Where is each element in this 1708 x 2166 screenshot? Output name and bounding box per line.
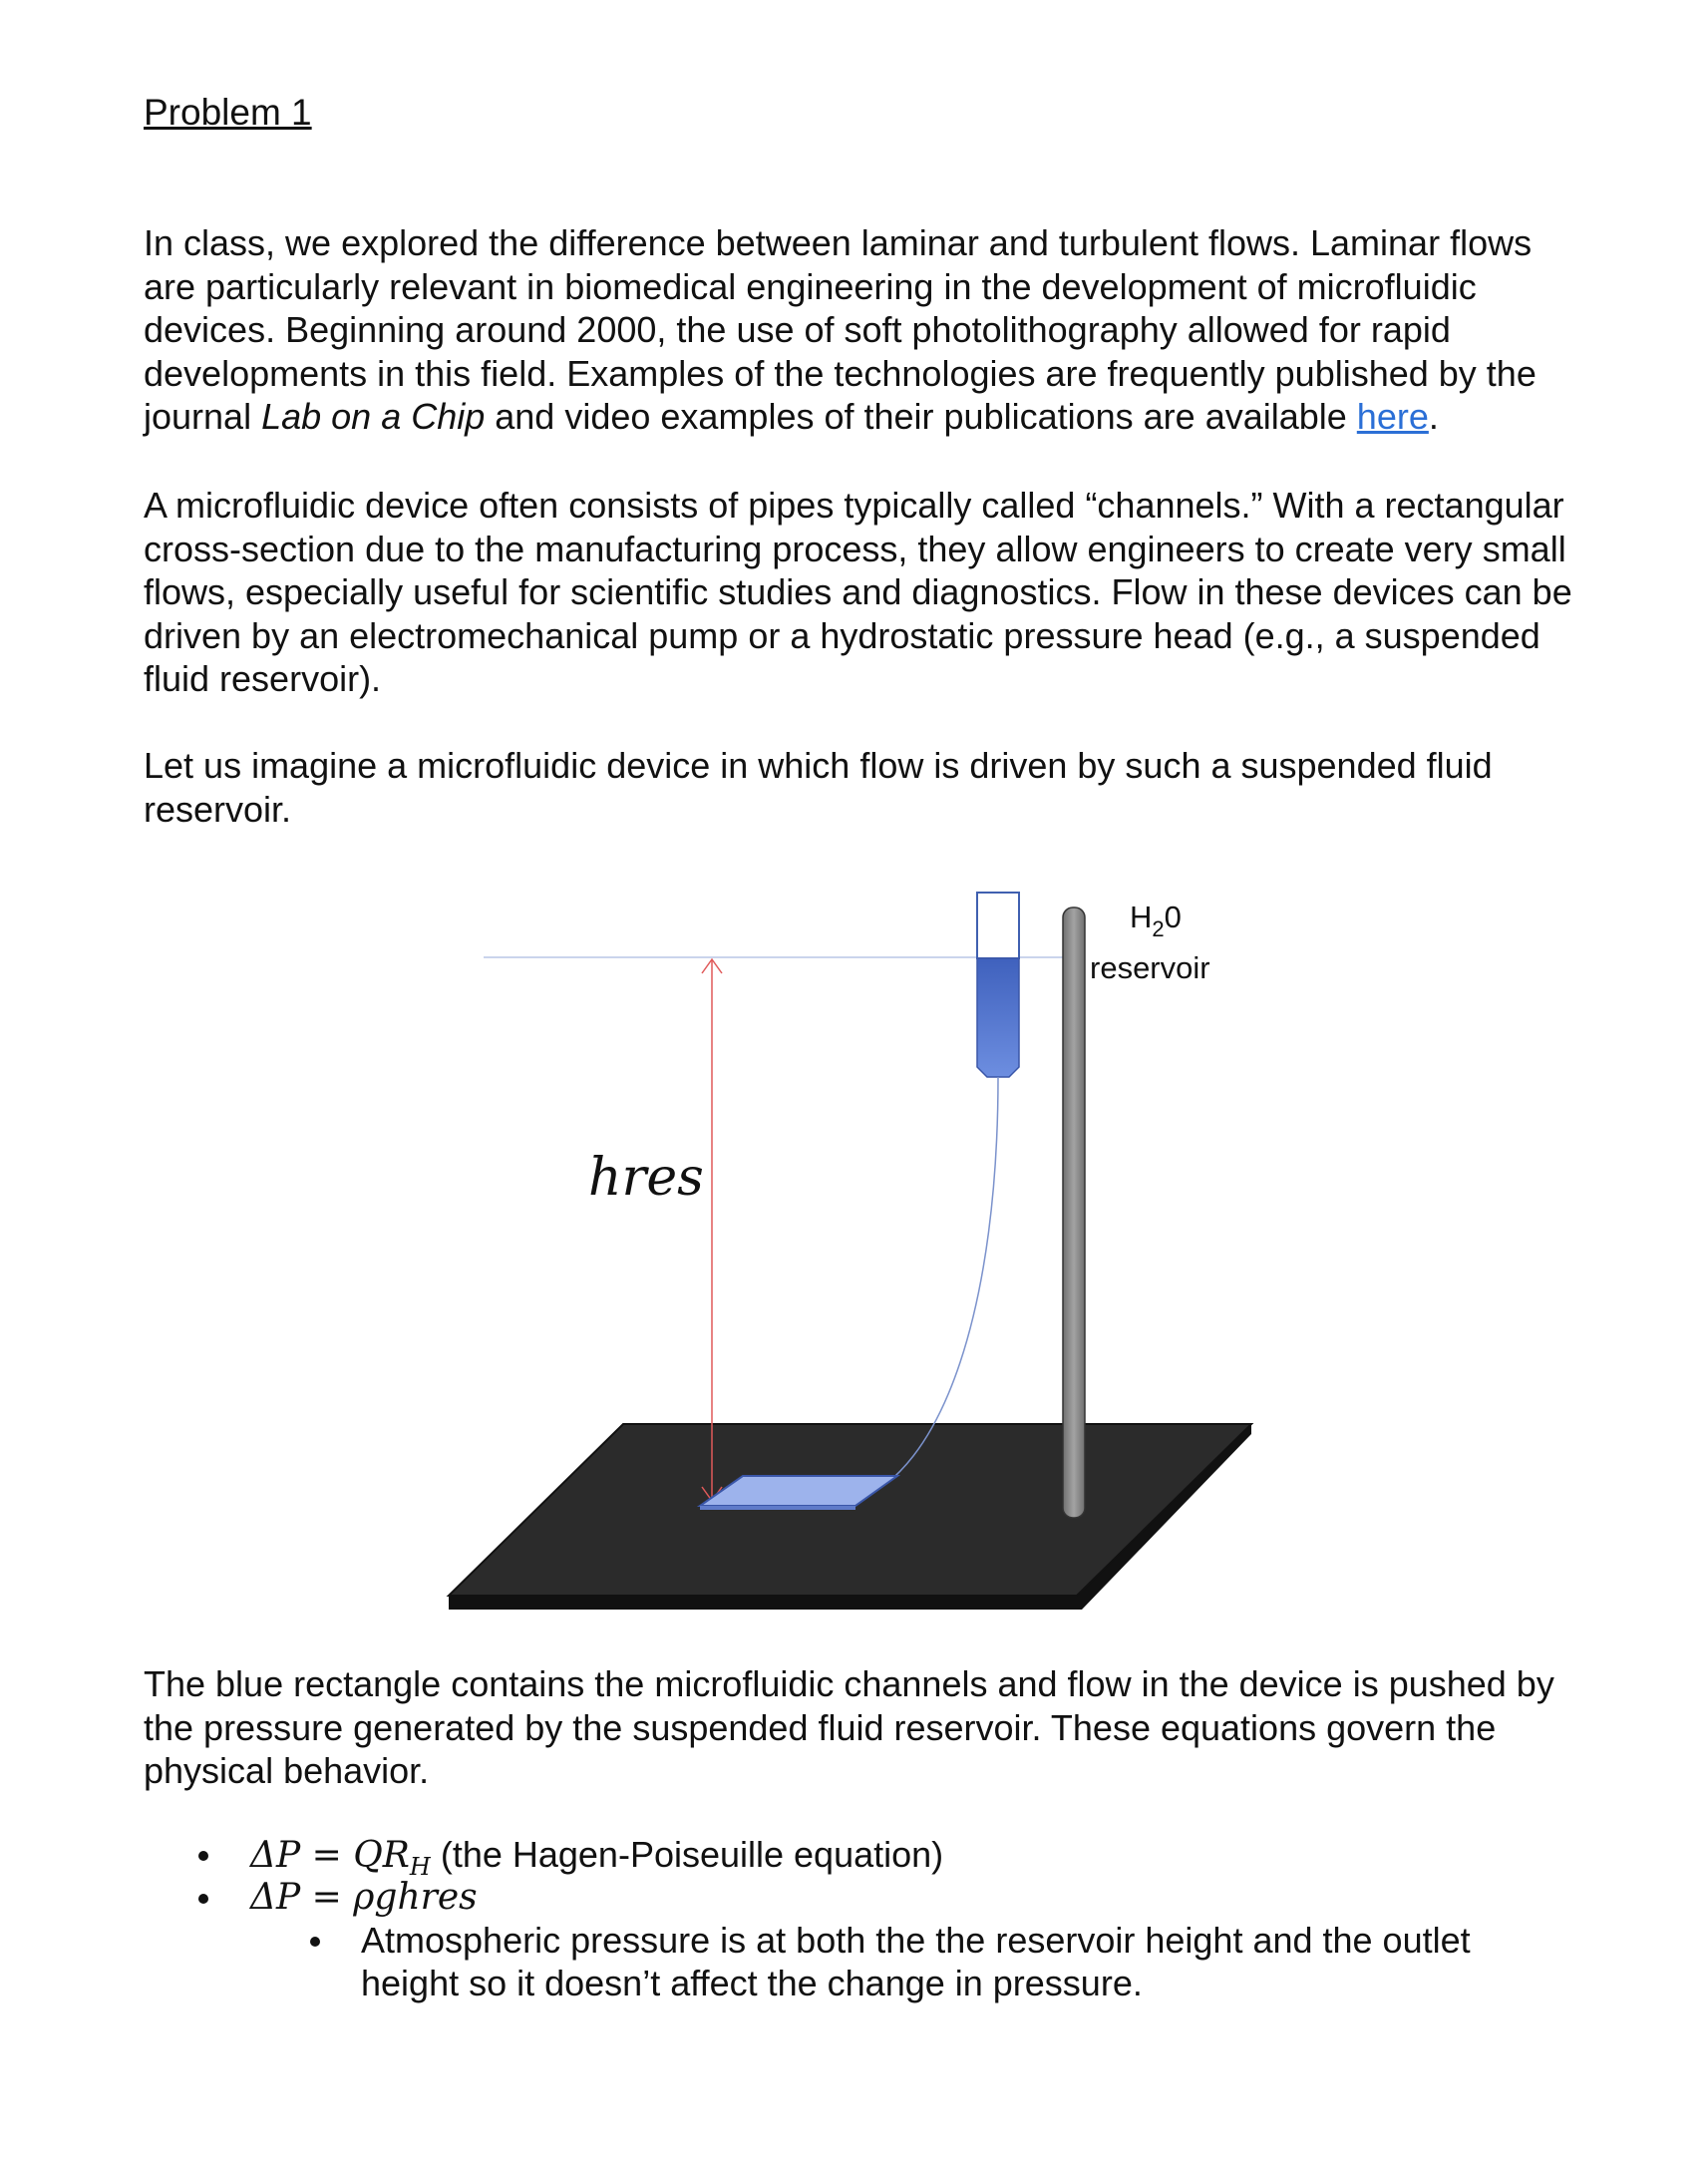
eq1-text: (the Hagen-Poiseuille equation) bbox=[430, 1834, 944, 1875]
reservoir-fluid bbox=[977, 958, 1019, 1077]
intro-text: In class, we explored the difference between laminar and turbulent flows. Laminar flows are particularly relevant in biomedical engineering in the development of microfluidic devices. Beginning around 2000, the use of soft photolithography allowed for rapid developments in this field. Examples of the technologies are frequently published by the journal bbox=[144, 222, 1537, 437]
sub-bullet-dot bbox=[310, 1937, 320, 1947]
reservoir-label: reservoir bbox=[1090, 950, 1210, 985]
water-label: $H_20$ bbox=[1130, 900, 1182, 941]
problem-title: Problem 1 bbox=[144, 92, 312, 133]
intro-paragraph bbox=[144, 221, 1579, 439]
eq1-math: ΔP = QR bbox=[250, 1835, 410, 1876]
description-paragraph: The blue rectangle contains the microfluidic channels and flow in the device is pushed by the pressure generated by the suspended fluid reservoir. These equations govern the physical behavior. bbox=[144, 1663, 1554, 1791]
eq1-sub: H bbox=[409, 1853, 431, 1882]
atmospheric-note-line2: height so it doesn’t affect the change in pressure. bbox=[361, 1963, 1143, 2003]
equation-hydrostatic: ΔP = ρghres bbox=[250, 1877, 478, 1918]
journal-name: Lab on a Chip bbox=[261, 396, 486, 437]
bullet-dot bbox=[198, 1894, 208, 1904]
bullet-dot bbox=[198, 1851, 208, 1861]
reservoir-diagram bbox=[439, 878, 1336, 1635]
h-res-label: hres bbox=[588, 1148, 704, 1208]
here-link[interactable]: here bbox=[1356, 396, 1429, 437]
channels-paragraph: A microfluidic device often consists of pipes typically called “channels.” With a rectangular cross-section due to the manufacturing process, they allow engineers to create very small flows, especially useful for scientific studies and diagnostics. Flow in these devices can be driven by an electromechanical pump or a hydrostatic pressure head (e.g., a suspended fluid reservoir). bbox=[144, 485, 1572, 699]
imagine-paragraph: Let us imagine a microfluidic device in which flow is driven by such a suspended fluid reservoir. bbox=[144, 745, 1493, 830]
intro-text-middle: and video examples of their publications are available bbox=[485, 396, 1357, 437]
atmospheric-note-line1: Atmospheric pressure is at both the the reservoir height and the outlet bbox=[361, 1920, 1471, 1961]
intro-end: . bbox=[1428, 396, 1439, 437]
stand-rod bbox=[1063, 907, 1085, 1518]
microfluidic-chip-edge bbox=[700, 1506, 855, 1510]
reservoir-tube-empty bbox=[977, 893, 1019, 958]
